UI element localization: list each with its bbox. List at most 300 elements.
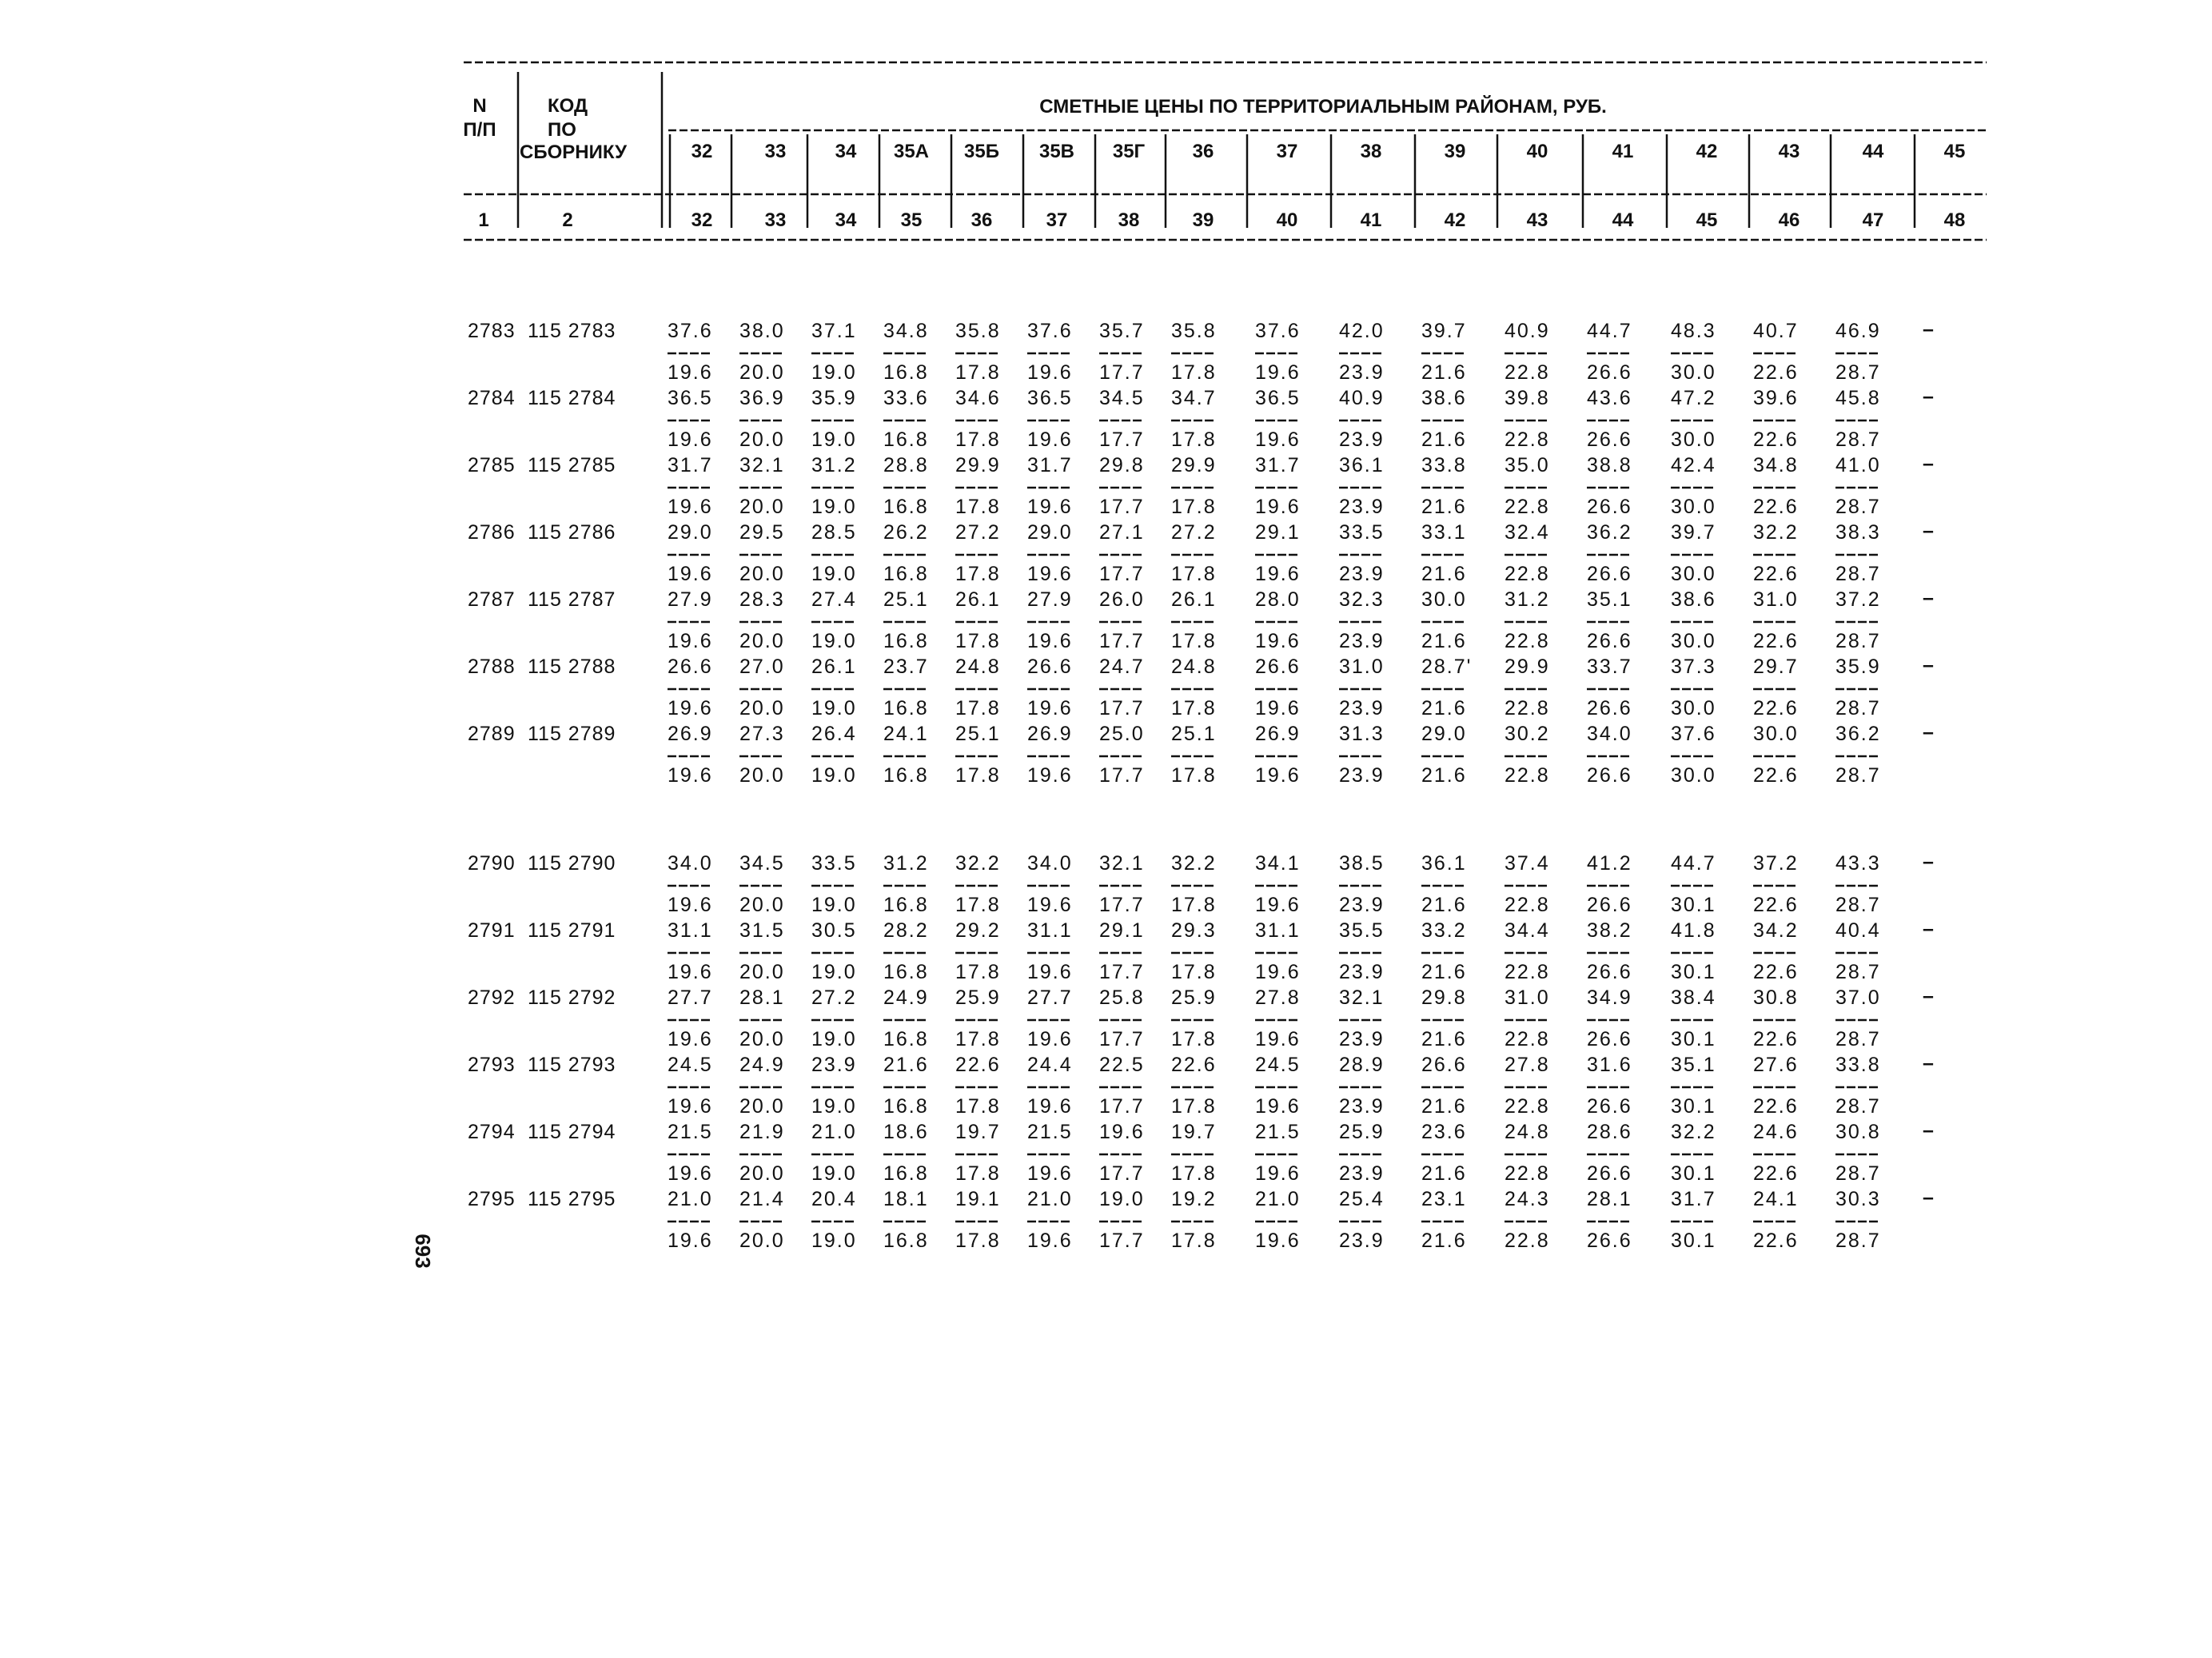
base-price-value: 23.9 xyxy=(1339,1162,1385,1185)
row-number: 2787 xyxy=(468,588,516,611)
base-price-value: 22.6 xyxy=(1753,563,1799,585)
district-labels xyxy=(691,141,1966,162)
base-price-value: 17.8 xyxy=(1171,496,1217,518)
price-value: 30.0 xyxy=(1753,723,1799,745)
price-value: 34.0 xyxy=(668,852,713,875)
base-price-value: 26.6 xyxy=(1587,764,1632,787)
base-price-value: 19.6 xyxy=(1027,361,1073,384)
base-price-value: 20.0 xyxy=(739,496,785,518)
base-price-value: 19.0 xyxy=(811,361,857,384)
base-price-value: 26.6 xyxy=(1587,496,1632,518)
base-price-value: 23.9 xyxy=(1339,697,1385,719)
price-value: 29.9 xyxy=(1171,454,1217,476)
base-price-value: 20.0 xyxy=(739,1095,785,1118)
price-value: 37.6 xyxy=(1027,320,1073,342)
district-label: 43 xyxy=(1778,141,1800,162)
base-price-value: 19.6 xyxy=(1255,697,1301,719)
base-price-value: 19.6 xyxy=(1255,961,1301,983)
base-price-value: 20.0 xyxy=(739,1162,785,1185)
base-price-value: 17.8 xyxy=(1171,764,1217,787)
district-label: 32 xyxy=(691,141,713,162)
base-price-value: 21.6 xyxy=(1421,961,1467,983)
base-price-value: 16.8 xyxy=(883,496,929,518)
price-value: 34.5 xyxy=(739,852,785,875)
base-price-value: 19.6 xyxy=(668,361,713,384)
price-value: 34.8 xyxy=(1753,454,1799,476)
price-value: 32.1 xyxy=(1339,986,1385,1009)
base-price-value: 22.8 xyxy=(1505,764,1550,787)
base-price-value: 21.6 xyxy=(1421,894,1467,916)
price-value: 31.5 xyxy=(739,919,785,942)
price-value: 18.6 xyxy=(883,1121,929,1143)
base-price-value: 16.8 xyxy=(883,1230,929,1252)
base-price-value: 30.0 xyxy=(1671,428,1716,451)
base-price-value: 19.6 xyxy=(668,697,713,719)
price-value: 24.8 xyxy=(1505,1121,1550,1143)
base-price-value: 16.8 xyxy=(883,697,929,719)
row-number: 2791 xyxy=(468,919,516,942)
base-price-value: 17.7 xyxy=(1099,1162,1145,1185)
base-price-value: 22.6 xyxy=(1753,428,1799,451)
price-value: 35.7 xyxy=(1099,320,1145,342)
price-value: 25.1 xyxy=(883,588,929,611)
price-value: 29.0 xyxy=(1421,723,1467,745)
price-value: 31.2 xyxy=(811,454,857,476)
base-price-value: 30.0 xyxy=(1671,697,1716,719)
price-value: 21.0 xyxy=(1255,1188,1301,1210)
price-value: 26.9 xyxy=(1255,723,1301,745)
column-number: 32 xyxy=(691,209,713,231)
price-value: 23.6 xyxy=(1421,1121,1467,1143)
table-row xyxy=(468,587,1934,652)
base-price-value: 20.0 xyxy=(739,630,785,652)
base-price-value: 19.0 xyxy=(811,961,857,983)
base-price-value: 16.8 xyxy=(883,961,929,983)
n-label-2: П/П xyxy=(463,119,496,141)
column-number: 40 xyxy=(1276,209,1298,231)
price-value: 25.9 xyxy=(1171,986,1217,1009)
base-price-value: 21.6 xyxy=(1421,496,1467,518)
row-number: 2795 xyxy=(468,1188,516,1210)
last-column-dash: – xyxy=(1923,721,1934,743)
district-label: 35Г xyxy=(1112,141,1146,162)
base-price-value: 19.6 xyxy=(668,496,713,518)
district-label: 35Б xyxy=(964,141,999,162)
price-value: 33.5 xyxy=(811,852,857,875)
price-value: 27.0 xyxy=(739,656,785,678)
base-price-value: 22.6 xyxy=(1753,961,1799,983)
base-price-value: 19.6 xyxy=(1027,1028,1073,1050)
price-value: 29.0 xyxy=(1027,521,1073,544)
row-code: 115 2795 xyxy=(528,1188,616,1210)
base-price-value: 21.6 xyxy=(1421,764,1467,787)
price-value: 29.7 xyxy=(1753,656,1799,678)
price-value: 31.7 xyxy=(668,454,713,476)
base-price-value: 20.0 xyxy=(739,563,785,585)
base-price-value: 21.6 xyxy=(1421,1095,1467,1118)
price-value: 43.6 xyxy=(1587,387,1632,409)
base-price-value: 30.0 xyxy=(1671,496,1716,518)
price-value: 29.1 xyxy=(1099,919,1145,942)
base-price-value: 17.8 xyxy=(955,1028,1001,1050)
base-price-value: 19.6 xyxy=(1027,563,1073,585)
base-price-value: 19.6 xyxy=(1027,961,1073,983)
base-price-value: 19.6 xyxy=(1255,894,1301,916)
price-value: 24.9 xyxy=(883,986,929,1009)
base-price-value: 19.6 xyxy=(1027,697,1073,719)
district-label: 42 xyxy=(1696,141,1718,162)
price-value: 28.3 xyxy=(739,588,785,611)
base-price-value: 17.8 xyxy=(1171,563,1217,585)
base-price-value: 22.6 xyxy=(1753,1230,1799,1252)
base-price-value: 28.7 xyxy=(1835,1162,1881,1185)
base-price-value: 30.0 xyxy=(1671,630,1716,652)
base-price-value: 16.8 xyxy=(883,1162,929,1185)
price-value: 24.6 xyxy=(1753,1121,1799,1143)
base-price-value: 22.8 xyxy=(1505,496,1550,518)
base-price-value: 22.6 xyxy=(1753,1095,1799,1118)
row-code: 115 2793 xyxy=(528,1054,616,1076)
price-value: 27.9 xyxy=(668,588,713,611)
price-value: 22.6 xyxy=(1171,1054,1217,1076)
code-label-3: СБОРНИКУ xyxy=(520,141,628,163)
base-price-value: 19.6 xyxy=(1027,428,1073,451)
price-value: 27.7 xyxy=(668,986,713,1009)
price-value: 32.2 xyxy=(1171,852,1217,875)
base-price-value: 30.1 xyxy=(1671,1230,1716,1252)
base-price-value: 22.6 xyxy=(1753,1162,1799,1185)
price-value: 26.4 xyxy=(811,723,857,745)
last-column-dash: – xyxy=(1923,587,1934,609)
base-price-value: 16.8 xyxy=(883,630,929,652)
price-value: 26.6 xyxy=(1421,1054,1467,1076)
price-value: 22.6 xyxy=(955,1054,1001,1076)
column-number: 48 xyxy=(1943,209,1966,231)
price-value: 33.2 xyxy=(1421,919,1467,942)
base-price-value: 16.8 xyxy=(883,428,929,451)
price-value: 32.1 xyxy=(1099,852,1145,875)
price-value: 28.1 xyxy=(1587,1188,1632,1210)
row-number: 2788 xyxy=(468,656,516,678)
base-price-value: 23.9 xyxy=(1339,1095,1385,1118)
row-code: 115 2791 xyxy=(528,919,616,942)
price-value: 30.3 xyxy=(1835,1188,1881,1210)
price-value: 41.0 xyxy=(1835,454,1881,476)
price-value: 27.2 xyxy=(811,986,857,1009)
price-value: 27.1 xyxy=(1099,521,1145,544)
base-price-value: 19.6 xyxy=(1027,1095,1073,1118)
row-group xyxy=(468,851,1934,1252)
base-price-value: 17.8 xyxy=(955,428,1001,451)
price-value: 25.9 xyxy=(1339,1121,1385,1143)
price-value: 29.9 xyxy=(1505,656,1550,678)
base-price-value: 28.7 xyxy=(1835,894,1881,916)
column-numbers xyxy=(478,209,1965,231)
base-price-value: 22.6 xyxy=(1753,361,1799,384)
price-value: 27.8 xyxy=(1505,1054,1550,1076)
column-number: 39 xyxy=(1192,209,1214,231)
base-price-value: 26.6 xyxy=(1587,1028,1632,1050)
base-price-value: 17.7 xyxy=(1099,361,1145,384)
base-price-value: 20.0 xyxy=(739,1230,785,1252)
base-price-value: 23.9 xyxy=(1339,496,1385,518)
price-value: 28.1 xyxy=(739,986,785,1009)
row-code: 115 2788 xyxy=(528,656,616,678)
column-number: 42 xyxy=(1444,209,1466,231)
price-value: 35.8 xyxy=(955,320,1001,342)
base-price-value: 26.6 xyxy=(1587,1230,1632,1252)
price-value: 34.8 xyxy=(883,320,929,342)
base-price-value: 22.6 xyxy=(1753,496,1799,518)
base-price-value: 19.6 xyxy=(668,630,713,652)
price-value: 34.5 xyxy=(1099,387,1145,409)
code-label-2: ПО xyxy=(548,119,576,141)
price-value: 31.1 xyxy=(668,919,713,942)
base-price-value: 17.7 xyxy=(1099,630,1145,652)
base-price-value: 28.7 xyxy=(1835,1028,1881,1050)
price-value: 36.1 xyxy=(1421,852,1467,875)
price-value: 45.8 xyxy=(1835,387,1881,409)
base-price-value: 19.0 xyxy=(811,1095,857,1118)
column-number: 36 xyxy=(970,209,993,231)
table-header xyxy=(463,62,1987,240)
price-value: 38.4 xyxy=(1671,986,1716,1009)
base-price-value: 16.8 xyxy=(883,894,929,916)
base-price-value: 21.6 xyxy=(1421,1230,1467,1252)
price-value: 26.6 xyxy=(668,656,713,678)
base-price-value: 22.8 xyxy=(1505,697,1550,719)
base-price-value: 23.9 xyxy=(1339,563,1385,585)
price-value: 29.1 xyxy=(1255,521,1301,544)
base-price-value: 28.7 xyxy=(1835,1230,1881,1252)
base-price-value: 22.8 xyxy=(1505,1028,1550,1050)
column-number: 46 xyxy=(1778,209,1800,231)
price-value: 23.9 xyxy=(811,1054,857,1076)
price-value: 38.2 xyxy=(1587,919,1632,942)
base-price-value: 23.9 xyxy=(1339,961,1385,983)
price-value: 36.5 xyxy=(1027,387,1073,409)
column-number: 37 xyxy=(1046,209,1068,231)
price-value: 37.6 xyxy=(1671,723,1716,745)
district-label: 36 xyxy=(1192,141,1214,162)
price-value: 31.2 xyxy=(883,852,929,875)
base-price-value: 17.7 xyxy=(1099,697,1145,719)
base-price-value: 20.0 xyxy=(739,361,785,384)
price-value: 24.4 xyxy=(1027,1054,1073,1076)
base-price-value: 16.8 xyxy=(883,563,929,585)
price-value: 33.6 xyxy=(883,387,929,409)
price-value: 30.5 xyxy=(811,919,857,942)
base-price-value: 20.0 xyxy=(739,697,785,719)
column-number: 44 xyxy=(1612,209,1634,231)
price-value: 36.1 xyxy=(1339,454,1385,476)
price-value: 26.9 xyxy=(1027,723,1073,745)
price-value: 30.8 xyxy=(1753,986,1799,1009)
price-value: 33.1 xyxy=(1421,521,1467,544)
base-price-value: 20.0 xyxy=(739,894,785,916)
base-price-value: 21.6 xyxy=(1421,361,1467,384)
base-price-value: 22.8 xyxy=(1505,961,1550,983)
price-value: 34.2 xyxy=(1753,919,1799,942)
price-value: 29.3 xyxy=(1171,919,1217,942)
price-value: 33.7 xyxy=(1587,656,1632,678)
base-price-value: 19.6 xyxy=(668,1095,713,1118)
base-price-value: 30.0 xyxy=(1671,361,1716,384)
price-value: 25.9 xyxy=(955,986,1001,1009)
base-price-value: 17.8 xyxy=(955,1095,1001,1118)
base-price-value: 22.6 xyxy=(1753,894,1799,916)
price-value: 39.6 xyxy=(1753,387,1799,409)
base-price-value: 16.8 xyxy=(883,361,929,384)
last-column-dash: – xyxy=(1923,452,1934,475)
page-number: 693 xyxy=(411,1234,435,1269)
price-value: 44.7 xyxy=(1587,320,1632,342)
price-value: 19.2 xyxy=(1171,1188,1217,1210)
price-value: 34.7 xyxy=(1171,387,1217,409)
row-number: 2794 xyxy=(468,1121,516,1143)
price-value: 25.0 xyxy=(1099,723,1145,745)
base-price-value: 17.8 xyxy=(955,894,1001,916)
base-price-value: 22.6 xyxy=(1753,697,1799,719)
price-value: 31.0 xyxy=(1505,986,1550,1009)
base-price-value: 17.7 xyxy=(1099,894,1145,916)
price-value: 27.2 xyxy=(1171,521,1217,544)
column-number: 34 xyxy=(835,209,857,231)
base-price-value: 17.7 xyxy=(1099,496,1145,518)
base-price-value: 17.7 xyxy=(1099,1230,1145,1252)
base-price-value: 17.8 xyxy=(955,496,1001,518)
base-price-value: 17.8 xyxy=(955,697,1001,719)
price-title: СМЕТНЫЕ ЦЕНЫ ПО ТЕРРИТОРИАЛЬНЫМ РАЙОНАМ, РУБ. xyxy=(1039,96,1607,118)
base-price-value: 19.6 xyxy=(1255,764,1301,787)
price-value: 38.6 xyxy=(1671,588,1716,611)
base-price-value: 26.6 xyxy=(1587,1162,1632,1185)
price-value: 36.5 xyxy=(668,387,713,409)
price-value: 31.6 xyxy=(1587,1054,1632,1076)
column-number: 45 xyxy=(1696,209,1718,231)
base-price-value: 19.6 xyxy=(668,961,713,983)
price-value: 32.3 xyxy=(1339,588,1385,611)
price-value: 34.1 xyxy=(1255,852,1301,875)
price-value: 24.8 xyxy=(1171,656,1217,678)
table-row xyxy=(468,654,1934,719)
base-price-value: 19.6 xyxy=(1255,1230,1301,1252)
price-value: 21.0 xyxy=(811,1121,857,1143)
price-value: 39.8 xyxy=(1505,387,1550,409)
price-value: 27.7 xyxy=(1027,986,1073,1009)
base-price-value: 19.6 xyxy=(668,894,713,916)
price-value: 26.2 xyxy=(883,521,929,544)
price-value: 21.5 xyxy=(668,1121,713,1143)
row-code: 115 2784 xyxy=(528,387,616,409)
price-value: 26.9 xyxy=(668,723,713,745)
price-value: 29.8 xyxy=(1421,986,1467,1009)
price-value: 37.4 xyxy=(1505,852,1550,875)
base-price-value: 16.8 xyxy=(883,1028,929,1050)
base-price-value: 16.8 xyxy=(883,1095,929,1118)
column-number: 43 xyxy=(1526,209,1548,231)
base-price-value: 19.0 xyxy=(811,894,857,916)
price-value: 32.2 xyxy=(1671,1121,1716,1143)
base-price-value: 30.1 xyxy=(1671,1028,1716,1050)
price-value: 48.3 xyxy=(1671,320,1716,342)
base-price-value: 23.9 xyxy=(1339,361,1385,384)
price-value: 25.8 xyxy=(1099,986,1145,1009)
price-value: 29.2 xyxy=(955,919,1001,942)
base-price-value: 22.6 xyxy=(1753,1028,1799,1050)
base-price-value: 17.8 xyxy=(955,1230,1001,1252)
code-label-1: КОД xyxy=(548,95,588,117)
base-price-value: 17.8 xyxy=(955,361,1001,384)
price-value: 32.2 xyxy=(955,852,1001,875)
base-price-value: 17.8 xyxy=(1171,1028,1217,1050)
table-row xyxy=(468,1186,1934,1252)
base-price-value: 23.9 xyxy=(1339,428,1385,451)
base-price-value: 22.8 xyxy=(1505,1162,1550,1185)
price-value: 21.5 xyxy=(1027,1121,1073,1143)
base-price-value: 19.6 xyxy=(1255,361,1301,384)
row-code: 115 2792 xyxy=(528,986,616,1009)
base-price-value: 19.0 xyxy=(811,1028,857,1050)
base-price-value: 17.8 xyxy=(1171,697,1217,719)
price-value: 34.6 xyxy=(955,387,1001,409)
base-price-value: 28.7 xyxy=(1835,764,1881,787)
price-value: 35.1 xyxy=(1587,588,1632,611)
table-row xyxy=(468,520,1934,585)
column-number: 1 xyxy=(478,209,489,231)
price-value: 37.0 xyxy=(1835,986,1881,1009)
base-price-value: 17.7 xyxy=(1099,563,1145,585)
base-price-value: 30.1 xyxy=(1671,1095,1716,1118)
row-number: 2785 xyxy=(468,454,516,476)
base-price-value: 17.8 xyxy=(1171,361,1217,384)
district-label: 39 xyxy=(1444,141,1466,162)
base-price-value: 19.6 xyxy=(1027,1230,1073,1252)
price-value: 24.5 xyxy=(1255,1054,1301,1076)
last-column-dash: – xyxy=(1923,385,1934,408)
base-price-value: 19.0 xyxy=(811,563,857,585)
price-value: 34.0 xyxy=(1587,723,1632,745)
district-label: 41 xyxy=(1612,141,1634,162)
price-value: 31.0 xyxy=(1339,656,1385,678)
price-value: 36.2 xyxy=(1835,723,1881,745)
price-value: 36.5 xyxy=(1255,387,1301,409)
table-row xyxy=(468,452,1934,518)
base-price-value: 26.6 xyxy=(1587,1095,1632,1118)
row-code: 115 2786 xyxy=(528,521,616,544)
price-value: 25.1 xyxy=(955,723,1001,745)
base-price-value: 19.0 xyxy=(811,428,857,451)
price-value: 28.5 xyxy=(811,521,857,544)
price-value: 35.0 xyxy=(1505,454,1550,476)
price-value: 38.3 xyxy=(1835,521,1881,544)
price-value: 25.1 xyxy=(1171,723,1217,745)
price-value: 19.7 xyxy=(1171,1121,1217,1143)
table-body xyxy=(468,318,1934,1252)
price-value: 38.6 xyxy=(1421,387,1467,409)
base-price-value: 22.8 xyxy=(1505,428,1550,451)
price-value: 29.9 xyxy=(955,454,1001,476)
base-price-value: 30.1 xyxy=(1671,1162,1716,1185)
price-value: 31.1 xyxy=(1027,919,1073,942)
price-value: 18.1 xyxy=(883,1188,929,1210)
base-price-value: 17.8 xyxy=(1171,428,1217,451)
price-value: 27.6 xyxy=(1753,1054,1799,1076)
base-price-value: 17.8 xyxy=(955,563,1001,585)
table-row xyxy=(468,385,1934,451)
base-price-value: 22.6 xyxy=(1753,764,1799,787)
last-column-dash: – xyxy=(1923,520,1934,542)
